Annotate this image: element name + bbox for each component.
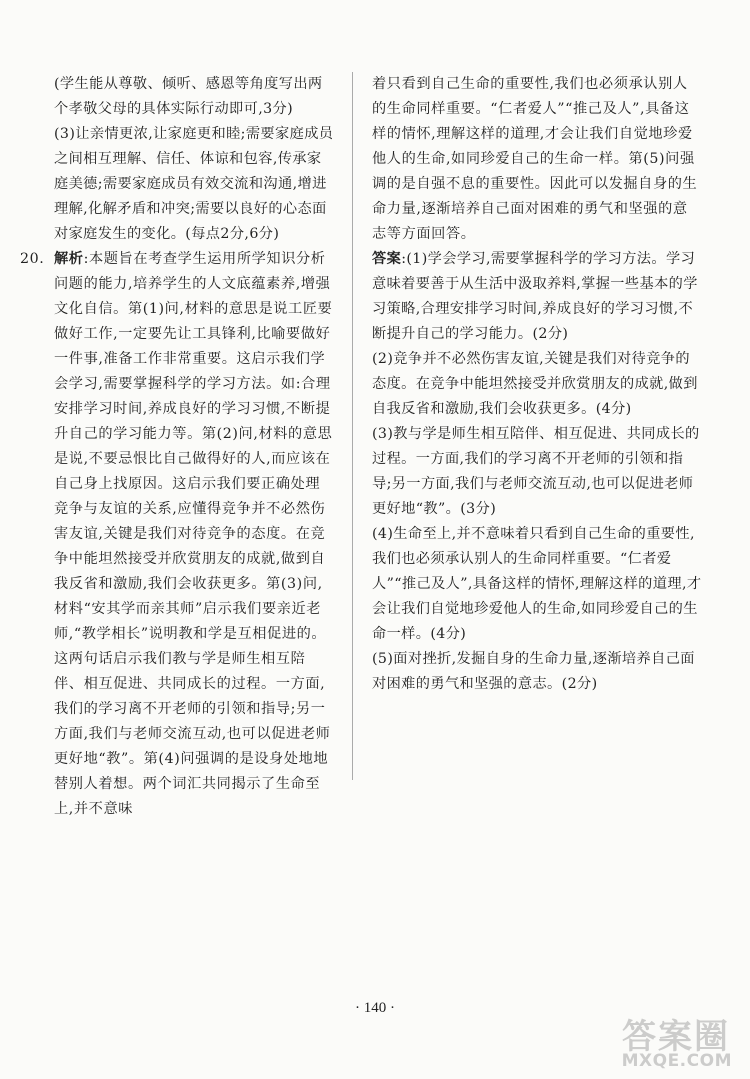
page-number: · 140 · — [355, 1000, 395, 1016]
left-column — [20, 72, 334, 822]
answer-label: 答案 — [372, 251, 402, 267]
watermark-url: MXQE.COM — [621, 1051, 732, 1071]
analysis-text: :本题旨在考查学生运用所学知识分析问题的能力,培养学生的人文底蕴素养,增强文化自信。第(1)问,材料的意思是说工匠要做好工作,一定要先让工具锋利,比喻要做好一件事,准备工作非常重要。这启示我们学会学习,需要掌握科学的学习方法。如:合理安排学习时间,养成良好的学习习惯,不断提升自己的学习能力等。第(2)问,材料的意思是说,不要忌恨比自己做得好的人,而应该在自己身上找原因。这启示我们要正确处理竞争与友谊的关系,应懂得竞争并不必然伤害友谊,关键是我们对待竞争的态度。在竞争中能坦然接受并欣赏朋友的成就,做到自我反省和激励,我们会收获更多。第(3)问,材料“安其学而亲其师”启示我们要亲近老师,“教学相长”说明教和学是互相促进的。这两句话启示我们教与学是师生相互陪伴、相互促进、共同成长的过程。一方面,我们的学习离不开老师的引领和指导;另一方面,我们与老师交流互动,也可以促进老师更好地“教”。第(4)问强调的是设身处地地替别人着想。两个词汇共同揭示了生命至上,并不意味 — [54, 251, 333, 817]
analysis-continued: 着只看到自己生命的重要性,我们也必须承认别人的生命同样重要。“仁者爱人”“推己及人”,具备这样的情怀,理解这样的道理,才会让我们自觉地珍爱他人的生命,如同珍爱自己的生命一样。第(5)问强调的是自强不息的重要性。因此可以发掘自身的生命力量,逐渐培养自己面对困难的勇气和坚强的意志等方面回答。 — [372, 76, 698, 242]
question-number: 20. — [20, 251, 45, 267]
column-divider — [352, 72, 353, 780]
watermark-logo — [588, 1007, 738, 1073]
watermark-title: 答案圈 — [622, 1017, 730, 1057]
answer-3: (3)教与学是师生相互陪伴、相互促进、共同成长的过程。一方面,我们的学习离不开老师的引领和指导;另一方面,我们与老师交流互动,也可以促进老师更好地“教”。(3分) — [372, 426, 700, 517]
answer-4: (4)生命至上,并不意味着只看到自己生命的重要性,我们也必须承认别人的生命同样重要。“仁者爱人”“推己及人”,具备这样的情怀,理解这样的道理,才会让我们自觉地珍爱他人的生命,如同珍爱自己的生命一样。(4分) — [372, 526, 702, 642]
parent-action-note: (学生能从尊敬、倾听、感恩等角度写出两个孝敬父母的具体实际行动即可,3分) — [54, 76, 323, 117]
analysis-label: 解析 — [54, 251, 84, 267]
answer-1 — [372, 247, 702, 347]
answer-2: (2)竞争并不必然伤害友谊,关键是我们对待竞争的态度。在竞争中能坦然接受并欣赏朋友的成就,做到自我反省和激励,我们会收获更多。(4分) — [372, 351, 698, 417]
answer-5: (5)面对挫折,发掘自身的生命力量,逐渐培养自己面对困难的勇气和坚强的意志。(2分) — [372, 651, 695, 692]
answer-1-text: :(1)学会学习,需要掌握科学的学习方法。学习意味着要善于从生活中汲取养料,掌握一些基本的学习策略,合理安排学习时间,养成良好的学习习惯,不断提升自己的学习能力。(2分) — [372, 251, 698, 342]
question-20-analysis — [20, 247, 334, 822]
right-column — [372, 72, 702, 697]
answer-part-3: (3)让亲情更浓,让家庭更和睦;需要家庭成员之间相互理解、信任、体谅和包容,传承家庭美德;需要家庭成员有效交流和沟通,增进理解,化解矛盾和冲突;需要以良好的心态面对家庭发生的变化。(每点2分,6分) — [54, 126, 334, 242]
